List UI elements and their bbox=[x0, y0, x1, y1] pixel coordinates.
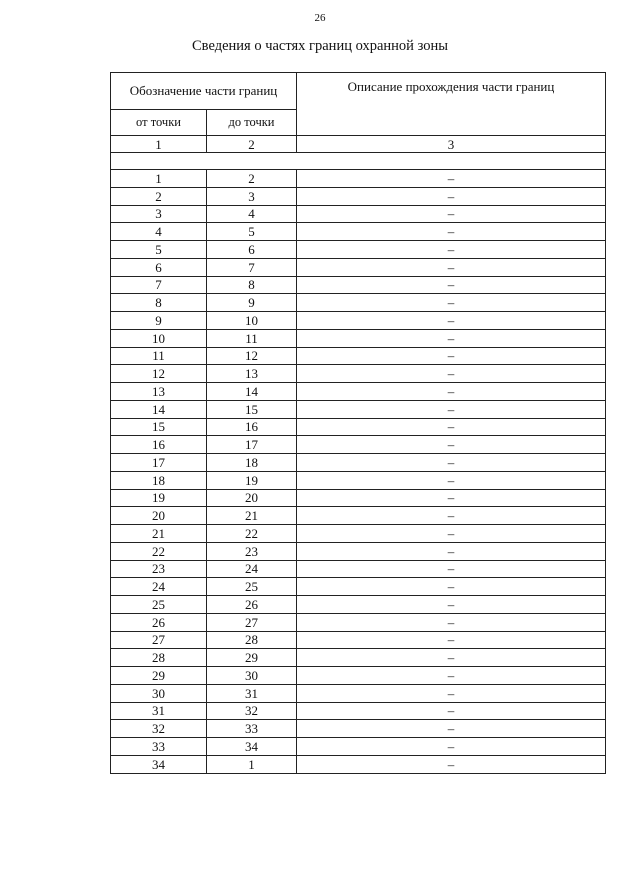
to-point-cell: 4 bbox=[207, 205, 297, 223]
description-cell: – bbox=[297, 507, 606, 525]
to-point-cell: 21 bbox=[207, 507, 297, 525]
from-point-cell: 22 bbox=[111, 542, 207, 560]
table-row bbox=[111, 187, 606, 205]
table-row bbox=[111, 241, 606, 259]
from-point-cell: 29 bbox=[111, 667, 207, 685]
to-point-cell: 22 bbox=[207, 525, 297, 543]
from-point-cell: 25 bbox=[111, 596, 207, 614]
description-cell: – bbox=[297, 347, 606, 365]
from-point-cell: 14 bbox=[111, 400, 207, 418]
from-point-cell: 2 bbox=[111, 187, 207, 205]
from-point-cell: 12 bbox=[111, 365, 207, 383]
from-point-cell: 1 bbox=[111, 170, 207, 188]
document-title: Сведения о частях границ охранной зоны bbox=[192, 38, 448, 54]
from-point-cell: 34 bbox=[111, 755, 207, 773]
from-point-cell: 10 bbox=[111, 329, 207, 347]
table-row bbox=[111, 684, 606, 702]
table-row bbox=[111, 436, 606, 454]
from-point-cell: 23 bbox=[111, 560, 207, 578]
to-point-cell: 10 bbox=[207, 312, 297, 330]
table-row bbox=[111, 738, 606, 756]
description-cell: – bbox=[297, 542, 606, 560]
table-row bbox=[111, 205, 606, 223]
to-point-cell: 9 bbox=[207, 294, 297, 312]
from-point-cell: 7 bbox=[111, 276, 207, 294]
table-row bbox=[111, 560, 606, 578]
description-cell: – bbox=[297, 418, 606, 436]
description-cell: – bbox=[297, 258, 606, 276]
to-point-cell: 14 bbox=[207, 383, 297, 401]
from-point-cell: 6 bbox=[111, 258, 207, 276]
page-number: 26 bbox=[314, 12, 326, 24]
table-row bbox=[111, 667, 606, 685]
to-point-cell: 23 bbox=[207, 542, 297, 560]
to-point-cell: 6 bbox=[207, 241, 297, 259]
description-cell: – bbox=[297, 738, 606, 756]
description-cell: – bbox=[297, 170, 606, 188]
table-row bbox=[111, 223, 606, 241]
from-point-cell: 32 bbox=[111, 720, 207, 738]
table-row bbox=[111, 418, 606, 436]
from-point-cell: 20 bbox=[111, 507, 207, 525]
table-row bbox=[111, 400, 606, 418]
description-cell: – bbox=[297, 294, 606, 312]
to-point-cell: 26 bbox=[207, 596, 297, 614]
description-cell: – bbox=[297, 365, 606, 383]
table-row bbox=[111, 312, 606, 330]
description-cell: – bbox=[297, 312, 606, 330]
to-point-cell: 12 bbox=[207, 347, 297, 365]
column-number-1: 1 bbox=[111, 136, 207, 153]
table-row bbox=[111, 702, 606, 720]
description-cell: – bbox=[297, 489, 606, 507]
from-point-cell: 15 bbox=[111, 418, 207, 436]
table-row bbox=[111, 578, 606, 596]
header-from-point: от точки bbox=[111, 110, 207, 136]
table-row bbox=[111, 258, 606, 276]
from-point-cell: 11 bbox=[111, 347, 207, 365]
from-point-cell: 31 bbox=[111, 702, 207, 720]
to-point-cell: 11 bbox=[207, 329, 297, 347]
description-cell: – bbox=[297, 755, 606, 773]
to-point-cell: 8 bbox=[207, 276, 297, 294]
to-point-cell: 24 bbox=[207, 560, 297, 578]
to-point-cell: 7 bbox=[207, 258, 297, 276]
header-boundary-description: Описание прохождения части границ bbox=[297, 73, 606, 136]
description-cell: – bbox=[297, 329, 606, 347]
to-point-cell: 15 bbox=[207, 400, 297, 418]
table-row bbox=[111, 347, 606, 365]
description-cell: – bbox=[297, 276, 606, 294]
from-point-cell: 16 bbox=[111, 436, 207, 454]
boundary-parts-table bbox=[110, 72, 606, 774]
header-to-point: до точки bbox=[207, 110, 297, 136]
table-row bbox=[111, 613, 606, 631]
to-point-cell: 28 bbox=[207, 631, 297, 649]
to-point-cell: 19 bbox=[207, 471, 297, 489]
spacer-row bbox=[111, 153, 606, 170]
from-point-cell: 30 bbox=[111, 684, 207, 702]
to-point-cell: 25 bbox=[207, 578, 297, 596]
table-row bbox=[111, 170, 606, 188]
description-cell: – bbox=[297, 613, 606, 631]
description-cell: – bbox=[297, 631, 606, 649]
description-cell: – bbox=[297, 720, 606, 738]
table-row bbox=[111, 471, 606, 489]
from-point-cell: 19 bbox=[111, 489, 207, 507]
description-cell: – bbox=[297, 596, 606, 614]
table-row bbox=[111, 720, 606, 738]
spacer-cell bbox=[111, 153, 606, 170]
table-row bbox=[111, 365, 606, 383]
to-point-cell: 29 bbox=[207, 649, 297, 667]
table-row bbox=[111, 542, 606, 560]
from-point-cell: 33 bbox=[111, 738, 207, 756]
from-point-cell: 4 bbox=[111, 223, 207, 241]
table-row bbox=[111, 631, 606, 649]
description-cell: – bbox=[297, 383, 606, 401]
from-point-cell: 5 bbox=[111, 241, 207, 259]
from-point-cell: 8 bbox=[111, 294, 207, 312]
to-point-cell: 3 bbox=[207, 187, 297, 205]
description-cell: – bbox=[297, 471, 606, 489]
description-cell: – bbox=[297, 205, 606, 223]
from-point-cell: 3 bbox=[111, 205, 207, 223]
table-row bbox=[111, 329, 606, 347]
from-point-cell: 18 bbox=[111, 471, 207, 489]
to-point-cell: 34 bbox=[207, 738, 297, 756]
description-cell: – bbox=[297, 525, 606, 543]
table-row bbox=[111, 649, 606, 667]
to-point-cell: 31 bbox=[207, 684, 297, 702]
from-point-cell: 21 bbox=[111, 525, 207, 543]
table-row bbox=[111, 507, 606, 525]
table-row bbox=[111, 489, 606, 507]
description-cell: – bbox=[297, 400, 606, 418]
description-cell: – bbox=[297, 436, 606, 454]
table-row bbox=[111, 454, 606, 472]
table-row bbox=[111, 596, 606, 614]
to-point-cell: 27 bbox=[207, 613, 297, 631]
to-point-cell: 30 bbox=[207, 667, 297, 685]
description-cell: – bbox=[297, 187, 606, 205]
description-cell: – bbox=[297, 241, 606, 259]
header-boundary-designation: Обозначение части границ bbox=[111, 73, 297, 110]
column-number-2: 2 bbox=[207, 136, 297, 153]
from-point-cell: 26 bbox=[111, 613, 207, 631]
to-point-cell: 32 bbox=[207, 702, 297, 720]
from-point-cell: 28 bbox=[111, 649, 207, 667]
to-point-cell: 5 bbox=[207, 223, 297, 241]
column-number-3: 3 bbox=[297, 136, 606, 153]
to-point-cell: 2 bbox=[207, 170, 297, 188]
table-row bbox=[111, 755, 606, 773]
from-point-cell: 13 bbox=[111, 383, 207, 401]
table-row bbox=[111, 294, 606, 312]
from-point-cell: 17 bbox=[111, 454, 207, 472]
description-cell: – bbox=[297, 684, 606, 702]
description-cell: – bbox=[297, 223, 606, 241]
to-point-cell: 20 bbox=[207, 489, 297, 507]
description-cell: – bbox=[297, 454, 606, 472]
description-cell: – bbox=[297, 649, 606, 667]
to-point-cell: 17 bbox=[207, 436, 297, 454]
description-cell: – bbox=[297, 667, 606, 685]
from-point-cell: 9 bbox=[111, 312, 207, 330]
table-row bbox=[111, 525, 606, 543]
from-point-cell: 27 bbox=[111, 631, 207, 649]
table-row bbox=[111, 276, 606, 294]
description-cell: – bbox=[297, 560, 606, 578]
description-cell: – bbox=[297, 578, 606, 596]
to-point-cell: 1 bbox=[207, 755, 297, 773]
description-cell: – bbox=[297, 702, 606, 720]
table-row bbox=[111, 383, 606, 401]
to-point-cell: 18 bbox=[207, 454, 297, 472]
to-point-cell: 33 bbox=[207, 720, 297, 738]
to-point-cell: 13 bbox=[207, 365, 297, 383]
to-point-cell: 16 bbox=[207, 418, 297, 436]
from-point-cell: 24 bbox=[111, 578, 207, 596]
